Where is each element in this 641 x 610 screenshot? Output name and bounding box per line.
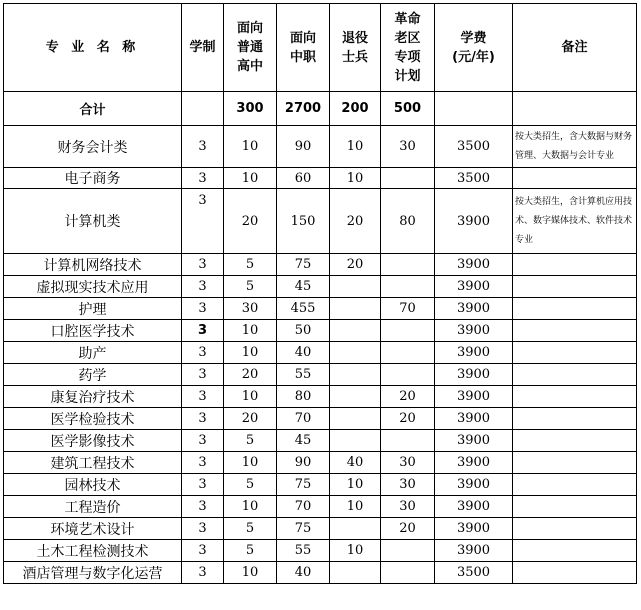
tuition-cell: 3500 (435, 562, 513, 584)
revolutionary-cell: 70 (381, 298, 435, 320)
vocational-cell: 75 (277, 474, 330, 496)
veterans-cell: 10 (330, 496, 381, 518)
table-row (4, 496, 637, 518)
major-name: 财务会计类 (4, 126, 182, 168)
veterans-cell (330, 364, 381, 386)
total-tuition (435, 92, 513, 126)
header-general-hs-line: 普通 (236, 40, 263, 55)
general-hs-cell: 5 (224, 430, 277, 452)
header-vocational-line: 面向 (289, 30, 316, 46)
veterans-cell (330, 386, 381, 408)
years-cell: 3 (182, 540, 224, 562)
total-vocational: 2700 (277, 92, 330, 126)
remarks-cell (513, 430, 637, 452)
revolutionary-cell (381, 540, 435, 562)
remarks-cell (513, 168, 637, 189)
tuition-cell: 3900 (435, 189, 513, 254)
major-name: 计算机网络技术 (4, 254, 182, 276)
veterans-cell (330, 342, 381, 364)
remarks-cell (513, 540, 637, 562)
general-hs-cell: 10 (224, 126, 277, 168)
remarks-cell (513, 276, 637, 298)
major-name: 医学影像技术 (4, 430, 182, 452)
general-hs-cell: 5 (224, 540, 277, 562)
header-veterans-line: 退役 (341, 30, 368, 46)
veterans-cell (330, 298, 381, 320)
header-major-name: 专 业 名 称 (4, 4, 182, 92)
vocational-cell: 75 (277, 518, 330, 540)
vocational-cell: 45 (277, 430, 330, 452)
remarks-cell (513, 408, 637, 430)
revolutionary-cell (381, 364, 435, 386)
vocational-cell: 40 (277, 342, 330, 364)
header-tuition (435, 4, 513, 92)
vocational-cell: 75 (277, 254, 330, 276)
years-cell: 3 (182, 189, 224, 254)
table-row (4, 386, 637, 408)
general-hs-cell: 10 (224, 342, 277, 364)
table-row (4, 276, 637, 298)
major-name: 虚拟现实技术应用 (4, 276, 182, 298)
remarks-cell (513, 364, 637, 386)
header-revolutionary (381, 4, 435, 92)
remarks-cell (513, 452, 637, 474)
header-vocational (277, 4, 330, 92)
header-revolutionary-line: 革命 (394, 11, 421, 27)
general-hs-cell: 20 (224, 364, 277, 386)
revolutionary-cell (381, 430, 435, 452)
revolutionary-cell: 30 (381, 474, 435, 496)
major-name: 工程造价 (4, 496, 182, 518)
tuition-cell: 3900 (435, 540, 513, 562)
total-row (4, 92, 637, 126)
remarks-cell (513, 254, 637, 276)
revolutionary-cell (381, 276, 435, 298)
years-cell: 3 (182, 126, 224, 168)
years-cell: 3 (182, 562, 224, 584)
revolutionary-cell: 20 (381, 518, 435, 540)
header-vocational-line: 中职 (289, 49, 316, 65)
major-name: 土木工程检测技术 (4, 540, 182, 562)
years-cell: 3 (182, 168, 224, 189)
header-veterans-line: 士兵 (341, 49, 368, 65)
veterans-cell: 20 (330, 189, 381, 254)
major-name: 助产 (4, 342, 182, 364)
vocational-cell: 70 (277, 408, 330, 430)
major-name: 口腔医学技术 (4, 320, 182, 342)
revolutionary-cell: 80 (381, 189, 435, 254)
remarks-cell (513, 562, 637, 584)
major-name: 电子商务 (4, 168, 182, 189)
table-row (4, 540, 637, 562)
revolutionary-cell (381, 320, 435, 342)
years-cell: 3 (182, 298, 224, 320)
table-row (4, 320, 637, 342)
tuition-cell: 3900 (435, 452, 513, 474)
years-cell: 3 (182, 474, 224, 496)
tuition-cell: 3900 (435, 276, 513, 298)
total-revolutionary: 500 (381, 92, 435, 126)
total-general-hs: 300 (224, 92, 277, 126)
header-years: 学制 (182, 4, 224, 92)
years-cell: 3 (182, 364, 224, 386)
general-hs-cell: 20 (224, 189, 277, 254)
header-tuition-line: (元/年) (452, 49, 495, 65)
general-hs-cell: 10 (224, 452, 277, 474)
major-name: 医学检验技术 (4, 408, 182, 430)
vocational-cell: 90 (277, 126, 330, 168)
header-general-hs-line: 高中 (236, 59, 263, 74)
revolutionary-cell (381, 562, 435, 584)
general-hs-cell: 10 (224, 168, 277, 189)
header-general-hs (224, 4, 277, 92)
veterans-cell (330, 430, 381, 452)
revolutionary-cell (381, 254, 435, 276)
years-cell: 3 (182, 430, 224, 452)
tuition-cell: 3900 (435, 496, 513, 518)
major-name: 建筑工程技术 (4, 452, 182, 474)
remarks-cell (513, 496, 637, 518)
general-hs-cell: 5 (224, 276, 277, 298)
general-hs-cell: 20 (224, 408, 277, 430)
years-cell: 3 (182, 386, 224, 408)
vocational-cell: 55 (277, 364, 330, 386)
vocational-cell: 80 (277, 386, 330, 408)
tuition-cell: 3900 (435, 298, 513, 320)
tuition-cell: 3500 (435, 168, 513, 189)
tuition-cell: 3900 (435, 364, 513, 386)
general-hs-cell: 10 (224, 320, 277, 342)
vocational-cell: 50 (277, 320, 330, 342)
veterans-cell: 40 (330, 452, 381, 474)
table-row (4, 430, 637, 452)
remarks-cell (513, 342, 637, 364)
table-row (4, 298, 637, 320)
veterans-cell (330, 320, 381, 342)
major-name: 护理 (4, 298, 182, 320)
tuition-cell: 3500 (435, 126, 513, 168)
tuition-cell: 3900 (435, 386, 513, 408)
veterans-cell: 10 (330, 540, 381, 562)
table-row (4, 342, 637, 364)
tuition-cell: 3900 (435, 518, 513, 540)
table-row (4, 452, 637, 474)
veterans-cell: 10 (330, 168, 381, 189)
total-remarks (513, 92, 637, 126)
vocational-cell: 90 (277, 452, 330, 474)
veterans-cell: 10 (330, 474, 381, 496)
revolutionary-cell (381, 342, 435, 364)
major-name: 酒店管理与数字化运营 (4, 562, 182, 584)
header-general-hs-line: 面向 (236, 21, 263, 36)
revolutionary-cell: 20 (381, 386, 435, 408)
table-row (4, 474, 637, 496)
veterans-cell (330, 276, 381, 298)
major-name: 园林技术 (4, 474, 182, 496)
total-years (182, 92, 224, 126)
major-name: 环境艺术设计 (4, 518, 182, 540)
general-hs-cell: 30 (224, 298, 277, 320)
general-hs-cell: 10 (224, 386, 277, 408)
general-hs-cell: 5 (224, 518, 277, 540)
header-revolutionary-line: 老区 (394, 30, 421, 46)
vocational-cell: 455 (277, 298, 330, 320)
table-row (4, 562, 637, 584)
remarks-cell (513, 386, 637, 408)
years-cell: 3 (182, 496, 224, 518)
vocational-cell: 60 (277, 168, 330, 189)
years-cell: 3 (182, 452, 224, 474)
table-row (4, 189, 637, 254)
header-remarks: 备注 (513, 4, 637, 92)
revolutionary-cell (381, 168, 435, 189)
years-cell: 3 (182, 518, 224, 540)
general-hs-cell: 5 (224, 254, 277, 276)
veterans-cell (330, 562, 381, 584)
header-tuition-line: 学费 (460, 30, 487, 46)
vocational-cell: 70 (277, 496, 330, 518)
general-hs-cell: 10 (224, 562, 277, 584)
revolutionary-cell: 30 (381, 126, 435, 168)
major-name: 计算机类 (4, 189, 182, 254)
remarks-cell (513, 474, 637, 496)
vocational-cell: 150 (277, 189, 330, 254)
revolutionary-cell: 30 (381, 496, 435, 518)
revolutionary-cell: 20 (381, 408, 435, 430)
table-row (4, 126, 637, 168)
veterans-cell: 20 (330, 254, 381, 276)
years-cell: 3 (182, 408, 224, 430)
revolutionary-cell: 30 (381, 452, 435, 474)
tuition-cell: 3900 (435, 254, 513, 276)
years-cell: 3 (182, 342, 224, 364)
total-label: 合计 (4, 92, 182, 126)
years-cell: 3 (182, 276, 224, 298)
table-row (4, 518, 637, 540)
tuition-cell: 3900 (435, 408, 513, 430)
major-name: 药学 (4, 364, 182, 386)
vocational-cell: 45 (277, 276, 330, 298)
table-row (4, 408, 637, 430)
header-revolutionary-line: 专项 (394, 49, 421, 65)
vocational-cell: 40 (277, 562, 330, 584)
tuition-cell: 3900 (435, 430, 513, 452)
vocational-cell: 55 (277, 540, 330, 562)
tuition-cell: 3900 (435, 320, 513, 342)
general-hs-cell: 10 (224, 496, 277, 518)
tuition-cell: 3900 (435, 474, 513, 496)
enrollment-plan-table (3, 3, 637, 584)
veterans-cell: 10 (330, 126, 381, 168)
veterans-cell (330, 408, 381, 430)
table-row (4, 254, 637, 276)
years-cell: 3 (182, 320, 224, 342)
table-row (4, 168, 637, 189)
major-name: 康复治疗技术 (4, 386, 182, 408)
remarks-cell: 按大类招生，含大数据与财务管理、大数据与会计专业 (513, 126, 637, 168)
tuition-cell: 3900 (435, 342, 513, 364)
header-veterans (330, 4, 381, 92)
years-cell: 3 (182, 254, 224, 276)
header-row (4, 4, 637, 92)
header-revolutionary-line: 计划 (394, 68, 421, 84)
total-veterans: 200 (330, 92, 381, 126)
veterans-cell (330, 518, 381, 540)
remarks-cell (513, 320, 637, 342)
remarks-cell (513, 298, 637, 320)
remarks-cell: 按大类招生，含计算机应用技术、数字媒体技术、软件技术专业 (513, 189, 637, 254)
remarks-cell (513, 518, 637, 540)
general-hs-cell: 5 (224, 474, 277, 496)
table-row (4, 364, 637, 386)
